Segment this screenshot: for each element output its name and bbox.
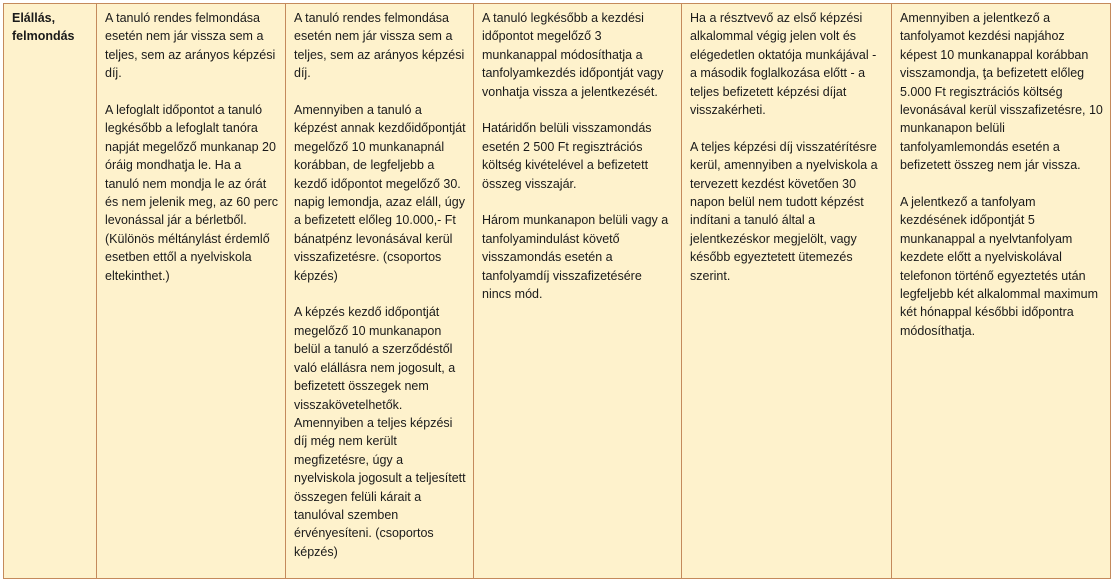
- column-cell: [682, 4, 892, 579]
- cell-paragraph: Határidőn belüli visszamondás esetén 2 500 Ft regisztrációs költség kivételével a befizetett összeg visszajár.: [482, 121, 652, 191]
- cell-paragraph: Amennyiben a tanuló a képzést annak kezdőidőpontját megelőző 10 munkanapnál korábban, de legfeljebb a kezdő időpontot megelőző 30. napig lemondja, azaz eláll, úgy a befizetett előleg 10.000,- Ft bánatpénz levonásával kerül visszafizetésre. (csoportos képzés): [294, 103, 466, 283]
- cell-paragraph: Három munkanapon belüli vagy a tanfolyamindulást követő visszamondás esetén a tanfolyamdíj visszafizetésére nincs mód.: [482, 213, 669, 302]
- column-cell: [892, 4, 1111, 579]
- column-cell: [474, 4, 682, 579]
- cell-paragraph: A tanuló rendes felmondása esetén nem jár vissza sem a teljes, sem az arányos képzési díj.: [294, 11, 465, 81]
- row-header-cell: Elállás, felmondás: [4, 4, 97, 579]
- policy-table: [3, 3, 1111, 579]
- column-cell: [286, 4, 474, 579]
- cell-paragraph: A tanuló legkésőbb a kezdési időpontot megelőző 3 munkanappal módosíthatja a tanfolyamkezdés időpontját vagy vonhatja vissza a jelentkezését.: [482, 11, 664, 99]
- column-cell: [97, 4, 286, 579]
- table-row: [4, 4, 1111, 579]
- cell-paragraph: A lefoglalt időpontot a tanuló legkésőbb a lefoglalt tanóra napját megelőző munkanap 20 óráig mondhatja le. Ha a tanuló nem mondja le az órát és nem jelenik meg, az 60 perc levonással jár a bérletből. (Különös méltánylást érdemlő esetben ettől a nyelviskola eltekinthet.): [105, 103, 279, 283]
- cell-paragraph: Amennyiben a jelentkező a tanfolyamot kezdési napjához képest 10 munkanappal korábban visszamondja, ţa befizetett előleg 5.000 Ft regisztrációs költség levonásával kerül visszafizetésre, 10 munkanapon belüli tanfolyamlemondás esetén a befizetett összeg nem jár vissza.: [900, 11, 1103, 173]
- cell-paragraph: A képzés kezdő időpontját megelőző 10 munkanapon belül a tanuló a szerződéstől való elállásra nem jogosult, a befizetett összegek nem visszakövetelhetők. Amennyiben a teljes képzési díj még nem került megfizetésre, úgy a nyelviskola jogosult a teljesített összegen felüli kárait a tanulóval szemben érvényesíteni. (csoportos képzés): [294, 305, 466, 559]
- cell-paragraph: Ha a résztvevő az első képzési alkalommal végig jelen volt és elégedetlen oktatója munkájával - a második foglalkozása előtt - a teljes befizetett képzési díjat visszakérheti.: [690, 11, 877, 118]
- cell-paragraph: A jelentkező a tanfolyam kezdésének időpontját 5 munkanappal a nyelvtanfolyam kezdete előtt a nyelviskolával telefonon történő egyeztetés után legfeljebb két alkalommal maximum két hónappal későbbi időpontra módosíthatja.: [900, 195, 1098, 338]
- cell-paragraph: A teljes képzési díj visszatérítésre kerül, amennyiben a nyelviskola a tervezett kezdést követően 30 napon belül nem tudott képzést indítani a tanuló által a jelentkezéskor megjelölt, vagy később egyeztetett ütemezés szerint.: [690, 139, 878, 283]
- cell-paragraph: A tanuló rendes felmondása esetén nem jár vissza sem a teljes, sem az arányos képzési díj.: [105, 11, 276, 81]
